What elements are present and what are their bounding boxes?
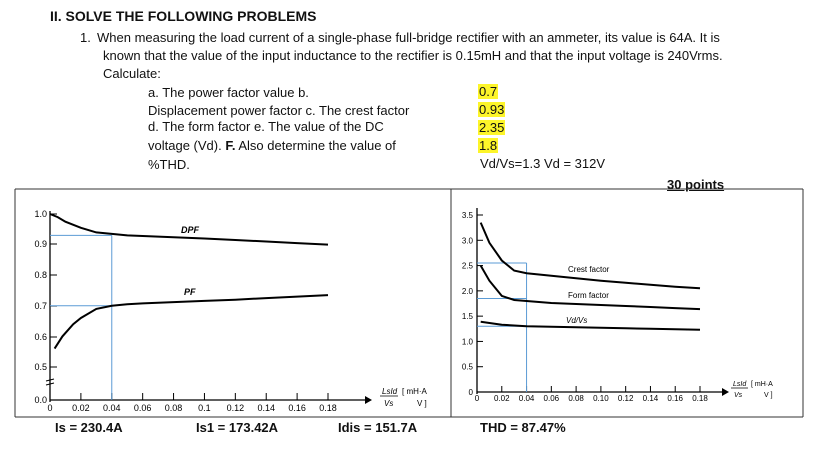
problem-number: 1. bbox=[80, 30, 91, 45]
chart2-y-tick-label: 1.5 bbox=[461, 312, 473, 322]
chart1-xlabel-unit-den: V ] bbox=[417, 399, 427, 408]
chart1-x-tick-label: 0.16 bbox=[288, 403, 306, 413]
answer-a: 0.7 bbox=[479, 84, 498, 99]
sub-question-thd: %THD. bbox=[148, 157, 190, 172]
chart2-x-tick-label: 0 bbox=[474, 394, 480, 403]
series-crest-factor-label: Crest factor bbox=[568, 265, 610, 274]
sub-question-b-c: Displacement power factor c. The crest factor bbox=[148, 103, 410, 118]
chart2-xlabel-num: LsId bbox=[733, 381, 747, 388]
chart2-x-tick-label: 0.12 bbox=[617, 394, 634, 403]
answer-e: Vd/Vs=1.3 Vd = 312V bbox=[480, 156, 606, 171]
series-dpf-label: DPF bbox=[181, 225, 199, 235]
chart1-x-tick-label: 0.04 bbox=[103, 403, 121, 413]
chart2-x-tick-label: 0.06 bbox=[543, 394, 560, 403]
chart1-x-tick-label: 0.12 bbox=[226, 403, 245, 413]
sub-question-f-text: Also determine the value of bbox=[238, 138, 396, 153]
chart2-x-tick-label: 0.08 bbox=[568, 394, 584, 403]
chart1-x-tick-label: 0.18 bbox=[319, 403, 337, 413]
chart2-x-tick-label: 0.18 bbox=[692, 394, 708, 403]
series-form-factor-label: Form factor bbox=[568, 291, 609, 300]
chart2-xlabel-unit-num: [ mH·A bbox=[751, 381, 773, 388]
chart2-x-tick-label: 0.10 bbox=[593, 394, 609, 403]
result-is1: Is1 = 173.42A bbox=[196, 420, 279, 435]
result-idis: Idis = 151.7A bbox=[338, 420, 418, 435]
chart1-y-tick-label: 0.0 bbox=[34, 395, 47, 405]
series-vd-vs-line bbox=[481, 322, 700, 330]
chart2-x-tick-label: 0.16 bbox=[667, 394, 684, 403]
series-vd-vs-label: Vd/Vs bbox=[566, 316, 588, 325]
chart1-xlabel-num: LsId bbox=[382, 387, 398, 396]
sub-question-f-label: F. bbox=[225, 138, 236, 153]
series-crest-factor-line bbox=[481, 223, 700, 289]
sub-question-d-e: d. The form factor e. The value of the DC bbox=[148, 119, 384, 134]
sub-question-a: a. The power factor value b. bbox=[148, 85, 309, 100]
sub-question-e-text: voltage (Vd). bbox=[148, 138, 222, 153]
chart1-x-tick-label: 0 bbox=[47, 403, 53, 413]
problem-line-2: known that the value of the input inductance to the rectifier is 0.15mH and that the input voltage is 240Vrms. bbox=[103, 48, 723, 63]
chart2-y-tick-label: 0 bbox=[468, 388, 473, 397]
chart1-y-tick-label: 0.9 bbox=[34, 239, 47, 249]
chart2-y-tick-label: 2.5 bbox=[461, 261, 473, 271]
result-thd: THD = 87.47% bbox=[480, 420, 566, 435]
chart1-x-tick-label: 0.02 bbox=[72, 403, 90, 413]
chart2-x-tick-label: 0.02 bbox=[493, 394, 510, 403]
chart2-y-tick-label: 2.0 bbox=[461, 286, 473, 296]
chart1-y-tick-label: 0.7 bbox=[34, 301, 47, 311]
chart1-x-tick-label: 0.1 bbox=[198, 403, 211, 413]
result-is: Is = 230.4A bbox=[55, 420, 123, 435]
chart1-x-tick-label: 0.06 bbox=[133, 403, 152, 413]
problem-line-3: Calculate: bbox=[103, 66, 161, 81]
chart1-x-tick-label: 0.14 bbox=[257, 403, 275, 413]
chart1-xlabel-den: Vs bbox=[384, 399, 394, 408]
chart2-y-tick-label: 0.5 bbox=[461, 362, 473, 372]
section-title: II. SOLVE THE FOLLOWING PROBLEMS bbox=[50, 8, 317, 24]
chart1-y-tick-label: 0.6 bbox=[34, 332, 47, 342]
chart2-x-tick-label: 0.04 bbox=[518, 394, 535, 403]
chart2-y-tick-label: 1.0 bbox=[461, 337, 473, 347]
answer-d: 1.8 bbox=[479, 138, 498, 153]
chart2-xlabel-unit-den: V ] bbox=[764, 392, 773, 399]
chart2-xlabel-den: Vs bbox=[734, 392, 743, 399]
chart1-xlabel-unit-num: [ mH·A bbox=[402, 387, 427, 396]
chart1-x-tick-label: 0.08 bbox=[164, 403, 183, 413]
chart2-y-tick-label: 3.0 bbox=[461, 236, 473, 246]
chart1-y-tick-label: 0.5 bbox=[34, 362, 47, 372]
problem-line-1: When measuring the load current of a single-phase full-bridge rectifier with an ammeter, its value is 64A. It is bbox=[97, 30, 720, 45]
chart2-x-arrow bbox=[722, 388, 729, 396]
chart2-y-tick-label: 3.5 bbox=[461, 211, 473, 220]
chart2-x-tick-label: 0.14 bbox=[642, 394, 659, 403]
series-pf-label: PF bbox=[184, 287, 196, 297]
answer-b: 0.93 bbox=[479, 102, 505, 117]
chart1-y-tick-label: 1.0 bbox=[34, 209, 47, 219]
points-label: 30 points bbox=[667, 177, 725, 192]
answer-c: 2.35 bbox=[479, 120, 505, 135]
chart1-y-tick-label: 0.8 bbox=[34, 270, 47, 280]
